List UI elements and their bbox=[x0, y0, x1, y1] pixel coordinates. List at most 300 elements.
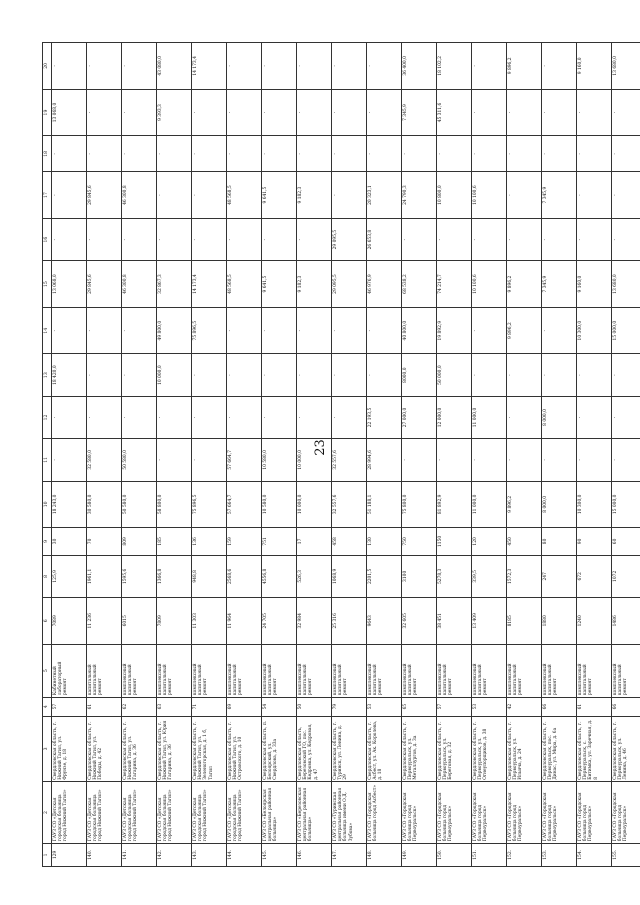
table-cell: 50 580,0 bbox=[122, 439, 157, 481]
table-cell: Свердловская область, г. Первоуральск, ул. Металлургов, д. 3а bbox=[402, 716, 437, 782]
table-cell: 29 095,5 bbox=[332, 261, 367, 308]
table-cell: - bbox=[122, 396, 157, 438]
table-cell: - bbox=[297, 43, 332, 90]
table-cell: 1150 bbox=[437, 528, 472, 556]
table-cell: 81 892,9 bbox=[437, 481, 472, 528]
table-cell: - bbox=[612, 89, 640, 136]
table-cell: 149. bbox=[402, 843, 437, 866]
table-cell: 4556,8 bbox=[262, 555, 297, 597]
table-cell: - bbox=[87, 307, 122, 354]
table-cell: 9 182,3 bbox=[297, 261, 332, 308]
table-cell: 130 bbox=[367, 528, 402, 556]
table-cell: 24 705 bbox=[262, 598, 297, 645]
header-cell: 10 bbox=[43, 481, 52, 528]
table-cell: - bbox=[52, 172, 87, 219]
table-cell: комплексный капитальный ремонт bbox=[507, 644, 542, 697]
table-cell: 1366,8 bbox=[157, 555, 192, 597]
table-cell: 672 bbox=[577, 555, 612, 597]
table-cell: - bbox=[402, 218, 437, 260]
table-cell: комплексный капитальный ремонт bbox=[402, 644, 437, 697]
table-cell: - bbox=[52, 136, 87, 172]
table-cell: 48 568,5 bbox=[227, 172, 262, 219]
table-cell: Кабинетный лабораторный ремонт bbox=[52, 644, 87, 697]
table-cell: 80 bbox=[542, 528, 577, 556]
table-cell: - bbox=[227, 396, 262, 438]
table-cell: 53 bbox=[472, 697, 507, 716]
table-cell: - bbox=[297, 136, 332, 172]
table-cell: - bbox=[367, 354, 402, 396]
table-cell: 15 000,0 bbox=[612, 481, 640, 528]
table-cell: 18 420,0 bbox=[52, 354, 87, 396]
table-cell: 8185 bbox=[507, 598, 542, 645]
table-cell: 125,9 bbox=[52, 555, 87, 597]
table-cell: 10 300,0 bbox=[577, 481, 612, 528]
table-cell: 948,8 bbox=[192, 555, 227, 597]
table-cell: 9 896,2 bbox=[507, 261, 542, 308]
table-cell: 1572,3 bbox=[507, 555, 542, 597]
table-cell: 32 580,0 bbox=[87, 439, 122, 481]
table-cell: 150. bbox=[437, 843, 472, 866]
table-cell: 9 896,2 bbox=[507, 307, 542, 354]
table-cell: 30 580,0 bbox=[87, 481, 122, 528]
table-cell: - bbox=[157, 172, 192, 219]
table-cell: ГАУЗ СО «Городская больница город Первоуральск» bbox=[612, 782, 640, 843]
table-cell: 7089 bbox=[52, 598, 87, 645]
table-cell: 75 896,5 bbox=[192, 481, 227, 528]
table-cell: 36 400,0 bbox=[402, 43, 437, 90]
table-cell: 10 100,6 bbox=[472, 261, 507, 308]
table-cell: Свердловская область, г. Нижний Тагил, ул. Юрия Гагарина, д. 36 bbox=[157, 716, 192, 782]
table-cell: - bbox=[262, 396, 297, 438]
table-row bbox=[577, 43, 612, 867]
table-cell: - bbox=[332, 354, 367, 396]
table-cell: - bbox=[122, 354, 157, 396]
table-cell: - bbox=[227, 136, 262, 172]
table-cell: 1068,9 bbox=[332, 555, 367, 597]
table-cell: - bbox=[157, 439, 192, 481]
table-cell: ГАУЗ СО «Городская больница город Первоуральск» bbox=[472, 782, 507, 843]
table-cell: 750 bbox=[402, 528, 437, 556]
table-cell: 57 bbox=[437, 697, 472, 716]
table-cell: - bbox=[297, 396, 332, 438]
budget-table bbox=[42, 42, 640, 867]
table-cell: - bbox=[87, 354, 122, 396]
table-cell: 146. bbox=[297, 843, 332, 866]
table-cell: 75 896,5 bbox=[192, 307, 227, 354]
table-cell: 10 300,0 bbox=[577, 307, 612, 354]
table-cell: 9 896,2 bbox=[507, 43, 542, 90]
table-cell: 32 867,3 bbox=[157, 261, 192, 308]
table-cell: 9 641,5 bbox=[262, 261, 297, 308]
table-cell: Свердловская область, г. Первоуральск, ул. Ильича, д. 24 bbox=[507, 716, 542, 782]
table-cell: - bbox=[87, 396, 122, 438]
table-cell: 74 214,7 bbox=[437, 261, 472, 308]
table-cell: - bbox=[262, 89, 297, 136]
table-cell: - bbox=[542, 307, 577, 354]
table-cell: комплексный капитальный ремонт bbox=[227, 644, 262, 697]
table-cell: 19 892,9 bbox=[437, 307, 472, 354]
table-cell: - bbox=[612, 136, 640, 172]
table-cell: 24 790,3 bbox=[402, 172, 437, 219]
table-cell: ГАУЗ СО «Городская больница город Первоуральск» bbox=[577, 782, 612, 843]
table-cell: 1240 bbox=[577, 598, 612, 645]
table-cell: 11 964 bbox=[227, 598, 262, 645]
header-cell: 13 bbox=[43, 354, 52, 396]
table-cell: 159 bbox=[227, 528, 262, 556]
table-cell: 46 976,9 bbox=[367, 261, 402, 308]
table-cell: 141. bbox=[122, 843, 157, 866]
table-cell: 13 068,0 bbox=[52, 89, 87, 136]
table-cell: ГАУЗ СО «Городская больница город Первоуральск» bbox=[507, 782, 542, 843]
table-cell: - bbox=[577, 396, 612, 438]
table-cell: 50 580,0 bbox=[122, 481, 157, 528]
table-cell: комплексный капитальный ремонт bbox=[192, 644, 227, 697]
table-cell: 65 bbox=[402, 697, 437, 716]
table-cell: комплексный капитальный ремонт bbox=[122, 644, 157, 697]
table-cell: комплексный капитальный ремонт bbox=[612, 644, 640, 697]
table-cell: 28 994,6 bbox=[367, 439, 402, 481]
table-cell: - bbox=[192, 172, 227, 219]
table-cell: 66 bbox=[542, 697, 577, 716]
table-cell: - bbox=[472, 354, 507, 396]
table-cell: 6015 bbox=[122, 598, 157, 645]
header-cell: 9 bbox=[43, 528, 52, 556]
table-cell: комплексный капитальный ремонт bbox=[157, 644, 192, 697]
table-cell: - bbox=[227, 307, 262, 354]
table-cell: Свердловская область, г. Туринск, ул. Ленина, д. 29 bbox=[332, 716, 367, 782]
table-cell: 63 bbox=[157, 697, 192, 716]
table-cell: - bbox=[577, 89, 612, 136]
table-cell: ГАУЗ СО «Туринская центральная районная больница имени О.Д. Зубова» bbox=[332, 782, 367, 843]
header-cell: 2 bbox=[43, 782, 52, 843]
table-cell: - bbox=[122, 307, 157, 354]
table-cell: 9 641,5 bbox=[262, 172, 297, 219]
table-cell: комплексный капитальный ремонт bbox=[437, 644, 472, 697]
table-cell: ГАУЗ СО «Детская городская больница город Нижний Тагил» bbox=[122, 782, 157, 843]
table-cell: - bbox=[122, 218, 157, 260]
table-cell: 144. bbox=[227, 843, 262, 866]
table-cell: 51 188,1 bbox=[367, 481, 402, 528]
table-cell: - bbox=[87, 218, 122, 260]
table-cell: 129 bbox=[52, 843, 87, 866]
table-cell: - bbox=[402, 439, 437, 481]
table-cell: 185 bbox=[157, 528, 192, 556]
table-cell: - bbox=[122, 89, 157, 136]
table-cell: 7809 bbox=[157, 598, 192, 645]
table-cell: - bbox=[472, 307, 507, 354]
table-cell: 38 451 bbox=[437, 598, 472, 645]
table-cell: 66 bbox=[612, 697, 640, 716]
table-cell: Свердловская область, г. Первоуральск, пос. Динас, ул. Мира, д. 6а bbox=[542, 716, 577, 782]
table-cell: 9 393,3 bbox=[157, 89, 192, 136]
header-cell: 5 bbox=[43, 644, 52, 697]
table-cell: 45 311,6 bbox=[437, 89, 472, 136]
table-cell: - bbox=[542, 218, 577, 260]
table-cell: 8000,0 bbox=[402, 354, 437, 396]
table-cell: - bbox=[52, 396, 87, 438]
table-cell: - bbox=[52, 218, 87, 260]
table-cell: - bbox=[507, 439, 542, 481]
table-cell: 143. bbox=[192, 843, 227, 866]
table-cell: комплексный капитальный ремонт bbox=[577, 644, 612, 697]
table-row bbox=[542, 43, 577, 867]
table-cell: - bbox=[542, 136, 577, 172]
table-cell: 1486 bbox=[612, 598, 640, 645]
table-cell: 1880 bbox=[542, 598, 577, 645]
table-cell: 9 182,3 bbox=[297, 172, 332, 219]
table-cell: - bbox=[262, 354, 297, 396]
table-cell: 29 845,6 bbox=[87, 172, 122, 219]
table-cell: 11 000,0 bbox=[472, 396, 507, 438]
table-cell: 145. bbox=[262, 843, 297, 866]
table-cell: 61 bbox=[577, 697, 612, 716]
table-cell: 526,3 bbox=[297, 555, 332, 597]
table-row bbox=[437, 43, 472, 867]
header-cell: 12 bbox=[43, 396, 52, 438]
table-cell: 32 605 bbox=[402, 598, 437, 645]
table-cell: - bbox=[402, 136, 437, 172]
table-cell: - bbox=[507, 354, 542, 396]
table-cell: 40 800,0 bbox=[402, 307, 437, 354]
table-cell: - bbox=[332, 396, 367, 438]
table-cell: - bbox=[472, 89, 507, 136]
table-cell: 50 bbox=[297, 697, 332, 716]
table-cell: - bbox=[52, 439, 87, 481]
table-cell: 46 300,8 bbox=[122, 172, 157, 219]
table-cell: 18 102,2 bbox=[437, 43, 472, 90]
table-cell: - bbox=[437, 218, 472, 260]
table-cell: 120 bbox=[472, 528, 507, 556]
header-cell: 3 bbox=[43, 716, 52, 782]
table-cell: 54 bbox=[262, 697, 297, 716]
table-cell: - bbox=[542, 43, 577, 90]
table-cell: 11 000,0 bbox=[472, 481, 507, 528]
table-cell: - bbox=[297, 218, 332, 260]
table-cell: - bbox=[472, 136, 507, 172]
table-cell: 7 345,9 bbox=[542, 172, 577, 219]
header-cell: 14 bbox=[43, 307, 52, 354]
table-row bbox=[157, 43, 192, 867]
header-cell: 19 bbox=[43, 89, 52, 136]
table-cell: - bbox=[332, 307, 367, 354]
header-cell: 17 bbox=[43, 172, 52, 219]
table-cell: 9643 bbox=[367, 598, 402, 645]
table-cell: 46 300,8 bbox=[122, 261, 157, 308]
table-cell: - bbox=[612, 396, 640, 438]
table-cell: - bbox=[612, 172, 640, 219]
table-cell: - bbox=[157, 396, 192, 438]
table-cell: - bbox=[577, 172, 612, 219]
table-cell: - bbox=[262, 307, 297, 354]
table-row bbox=[297, 43, 332, 867]
table-cell: ГАУЗ СО «Городская больница город Асбест» bbox=[367, 782, 402, 843]
table-cell: - bbox=[542, 89, 577, 136]
table-cell: комплексный капитальный ремонт bbox=[542, 644, 577, 697]
table-cell: - bbox=[612, 218, 640, 260]
table-cell: 29 845,6 bbox=[87, 261, 122, 308]
table-cell: - bbox=[262, 136, 297, 172]
table-cell: - bbox=[87, 89, 122, 136]
table-cell: 27 000,0 bbox=[402, 396, 437, 438]
table-row bbox=[192, 43, 227, 867]
table-cell: - bbox=[192, 354, 227, 396]
table-cell: 10 000,0 bbox=[297, 439, 332, 481]
table-cell: 30 bbox=[52, 528, 87, 556]
table-cell: 9 160,0 bbox=[577, 261, 612, 308]
table-cell: - bbox=[297, 307, 332, 354]
table-cell: 1072 bbox=[612, 555, 640, 597]
header-cell: 4 bbox=[43, 697, 52, 716]
table-cell: 154. bbox=[577, 843, 612, 866]
table-cell: 10 000,0 bbox=[157, 354, 192, 396]
table-cell: - bbox=[297, 354, 332, 396]
table-cell: 71 bbox=[192, 697, 227, 716]
table-cell: - bbox=[297, 89, 332, 136]
table-cell: - bbox=[367, 136, 402, 172]
table-cell: - bbox=[52, 307, 87, 354]
table-cell: 10 100,6 bbox=[472, 172, 507, 219]
table-cell: 25 316 bbox=[332, 598, 367, 645]
header-cell: 1 bbox=[43, 843, 52, 866]
table-cell: - bbox=[262, 43, 297, 90]
table-cell: - bbox=[122, 43, 157, 90]
table-cell: - bbox=[122, 136, 157, 172]
table-cell: 13 680,0 bbox=[612, 261, 640, 308]
table-cell: ГАУЗ СО «Белоярская центральная районная больница» bbox=[262, 782, 297, 843]
rotated-table-container bbox=[42, 42, 629, 867]
table-cell: 9 896,2 bbox=[507, 481, 542, 528]
table-cell: 339,5 bbox=[472, 555, 507, 597]
table-cell: - bbox=[192, 89, 227, 136]
table-cell: ГАУЗ СО «Детская городская больница город Нижний Тагил» bbox=[87, 782, 122, 843]
table-cell: Свердловская область, г. Нижний Тагил, ул. Зеленогорская, д. 1 б, Тагил bbox=[192, 716, 227, 782]
table-cell: 43 080,0 bbox=[157, 43, 192, 90]
table-row bbox=[122, 43, 157, 867]
table-cell: 50 000,0 bbox=[437, 354, 472, 396]
table-cell: ГАУЗ СО «Березовская центральная районная больница» bbox=[297, 782, 332, 843]
table-cell: 153. bbox=[542, 843, 577, 866]
table-cell: ГАУЗ СО «Детская городская больница город Нижний Тагил» bbox=[192, 782, 227, 843]
table-cell: - bbox=[52, 43, 87, 90]
table-cell: 13 680,0 bbox=[612, 43, 640, 90]
table-cell: 57 664,7 bbox=[227, 439, 262, 481]
table-cell: 57 664,7 bbox=[227, 481, 262, 528]
table-cell: - bbox=[577, 218, 612, 260]
table-cell: Свердловская область, п. Белоярский, ул. Свердлова, д. 33а bbox=[262, 716, 297, 782]
table-row bbox=[52, 43, 87, 867]
table-cell: Свердловская область, г. Первоуральск, ул. Огнеупорщиков, д. 38 bbox=[472, 716, 507, 782]
header-cell: 15 bbox=[43, 261, 52, 308]
table-cell: ГАУЗ СО «Детская городская больница город Нижний Тагил» bbox=[227, 782, 262, 843]
table-cell: 10 000,0 bbox=[297, 481, 332, 528]
table-cell: 57 bbox=[52, 697, 87, 716]
table-cell: 58 800,0 bbox=[157, 481, 192, 528]
table-row bbox=[87, 43, 122, 867]
table-cell: 9 160,0 bbox=[577, 43, 612, 90]
table-cell: комплексный капитальный ремонт bbox=[297, 644, 332, 697]
table-cell: 152. bbox=[507, 843, 542, 866]
table-cell: ГАУЗ СО «Городская больница город Первоуральск» bbox=[542, 782, 577, 843]
table-row bbox=[402, 43, 437, 867]
table-row bbox=[612, 43, 640, 867]
header-cell: 6 bbox=[43, 598, 52, 645]
header-row bbox=[43, 43, 52, 867]
table-cell: - bbox=[192, 218, 227, 260]
table-cell: - bbox=[472, 43, 507, 90]
table-cell: Свердловская область, г. Первоуральск, ул. Ленина, д. 46 bbox=[612, 716, 640, 782]
table-cell: - bbox=[192, 439, 227, 481]
table-cell: ГАУЗ СО «Городская больница город Первоуральск» bbox=[402, 782, 437, 843]
table-cell: 13 409 bbox=[472, 598, 507, 645]
table-cell: 14 173,4 bbox=[192, 261, 227, 308]
table-cell: Свердловская область, Березовский ГО, пос. Кедровка, ул. Кедровая, д. 47 bbox=[297, 716, 332, 782]
table-cell: ГАУЗ СО «Детская городская больница город Нижний Тагил» bbox=[52, 782, 87, 843]
table-cell: 247 bbox=[542, 555, 577, 597]
table-cell: 49 800,0 bbox=[157, 307, 192, 354]
table-cell: 2568,6 bbox=[227, 555, 262, 597]
table-cell: 2201,5 bbox=[367, 555, 402, 597]
table-cell: 29 095,5 bbox=[332, 218, 367, 260]
table-cell: 751 bbox=[262, 528, 297, 556]
table-cell: - bbox=[192, 136, 227, 172]
table-cell: Свердловская область, г. Нижний Тагил, ул. Островского, д. 10 bbox=[227, 716, 262, 782]
table-cell: 32 557,6 bbox=[332, 439, 367, 481]
table-cell: 151. bbox=[472, 843, 507, 866]
table-cell: 68 538,2 bbox=[402, 261, 437, 308]
table-cell: 20 323,1 bbox=[367, 172, 402, 219]
table-cell: - bbox=[332, 136, 367, 172]
page-number: 23 bbox=[312, 439, 328, 456]
header-cell: 8 bbox=[43, 555, 52, 597]
table-cell: 8 000,0 bbox=[542, 396, 577, 438]
table-row bbox=[367, 43, 402, 867]
table-cell: комплексный капитальный ремонт bbox=[332, 644, 367, 697]
header-cell: 16 bbox=[43, 218, 52, 260]
table-cell: 60 bbox=[612, 528, 640, 556]
table-cell: 7 345,9 bbox=[542, 261, 577, 308]
table-cell: 48 568,5 bbox=[227, 261, 262, 308]
table-cell: 155. bbox=[612, 843, 640, 866]
table-cell: 136 bbox=[192, 528, 227, 556]
table-cell: - bbox=[227, 89, 262, 136]
header-cell: 18 bbox=[43, 136, 52, 172]
table-row bbox=[227, 43, 262, 867]
table-row bbox=[472, 43, 507, 867]
table-cell: 809 bbox=[122, 528, 157, 556]
table-cell: Свердловская область, г. Нижний Тагил, ул. Фрунзе, д. 18 bbox=[52, 716, 87, 782]
table-row bbox=[262, 43, 297, 867]
table-cell: - bbox=[227, 218, 262, 260]
table-cell: 142. bbox=[157, 843, 192, 866]
table-cell: капитальный капитальный ремонт bbox=[87, 644, 122, 697]
table-cell: 62 bbox=[122, 697, 157, 716]
table-cell: 147. bbox=[332, 843, 367, 866]
table-cell: 1961,1 bbox=[87, 555, 122, 597]
table-cell: - bbox=[157, 136, 192, 172]
table-cell: - bbox=[87, 43, 122, 90]
table-cell: 11 303 bbox=[192, 598, 227, 645]
table-cell: - bbox=[192, 396, 227, 438]
table-cell: 8 000,0 bbox=[542, 481, 577, 528]
table-cell: - bbox=[577, 354, 612, 396]
table-cell: - bbox=[262, 218, 297, 260]
table-cell: 18 243,0 bbox=[52, 481, 87, 528]
table-cell: 17 bbox=[297, 528, 332, 556]
table-cell: 42 bbox=[507, 697, 542, 716]
table-cell: - bbox=[612, 439, 640, 481]
header-cell: 20 bbox=[43, 43, 52, 90]
table-cell: 10 800,0 bbox=[437, 172, 472, 219]
